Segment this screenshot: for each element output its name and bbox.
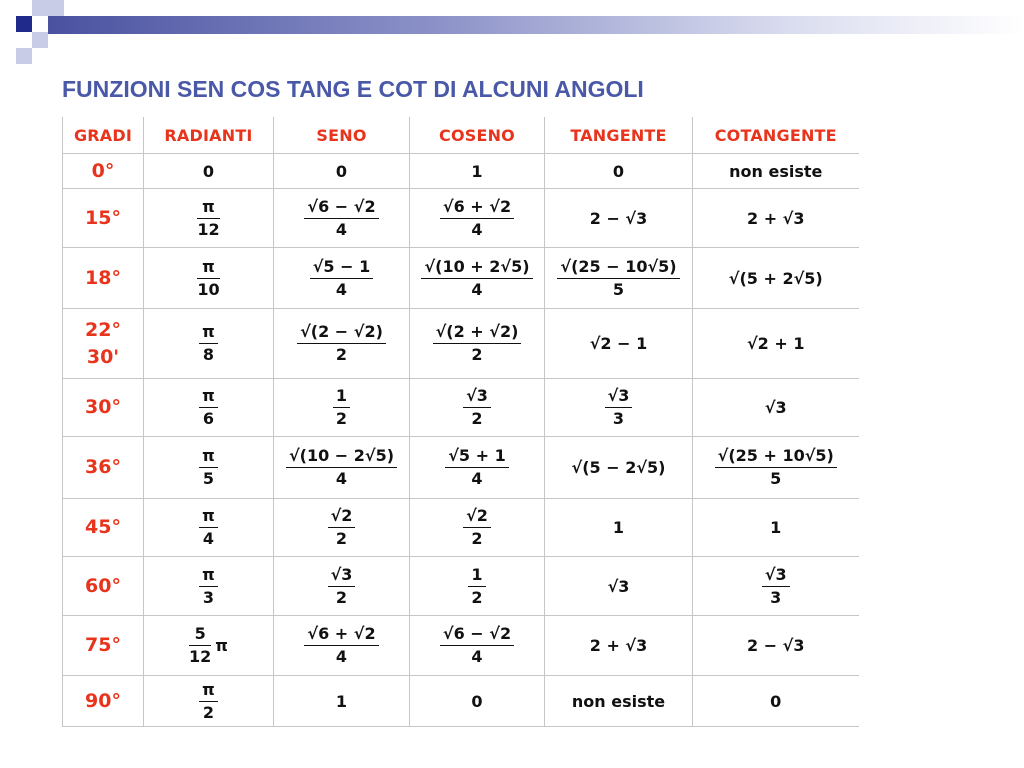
fraction-numerator: π (202, 446, 215, 465)
fraction-denominator: 12 (197, 219, 220, 239)
table-row (63, 154, 859, 189)
fraction-denominator: 2 (335, 345, 348, 364)
fraction (310, 257, 373, 300)
cell-value: √2 − 1 (589, 334, 648, 353)
header-cell: SENO (274, 117, 410, 154)
cot-cell (693, 437, 859, 499)
cos-cell (410, 437, 545, 499)
fraction-bar (715, 467, 837, 468)
tan-cell (545, 499, 693, 557)
rad-cell (144, 309, 274, 379)
fraction (286, 446, 397, 489)
fraction-numerator: π (202, 506, 215, 525)
tan-cell (545, 676, 693, 727)
fraction-numerator: π (202, 386, 215, 405)
cos-cell (410, 676, 545, 727)
fraction (199, 565, 218, 608)
sin-cell (274, 154, 410, 189)
fraction-bar (297, 343, 386, 344)
fraction (433, 322, 522, 365)
fraction-numerator: √(10 + 2√5) (424, 256, 530, 276)
fraction-bar (189, 645, 211, 646)
cos-cell (410, 309, 545, 379)
pi-suffix: π (215, 636, 228, 655)
fraction-bar (440, 645, 514, 646)
fraction-numerator: √3 (607, 386, 630, 405)
decor-gradient-bar (48, 16, 1024, 34)
rad-cell (144, 676, 274, 727)
fraction-denominator: 4 (471, 647, 483, 666)
tan-cell (545, 379, 693, 437)
fraction-bar (197, 278, 219, 279)
fraction-denominator: 2 (202, 702, 215, 722)
cell-value: non esiste (729, 161, 823, 181)
fraction (328, 506, 356, 549)
fraction-bar (286, 467, 397, 468)
fraction-numerator: √6 − √2 (307, 196, 376, 216)
fraction-bar (199, 586, 218, 587)
sin-cell (274, 557, 410, 616)
cell-value: 1 (612, 518, 625, 537)
rad-cell (144, 557, 274, 616)
sin-cell (274, 379, 410, 437)
fraction-bar (433, 343, 522, 344)
degree-cell: 0° (63, 154, 144, 189)
fraction-denominator: 6 (202, 409, 215, 428)
cot-cell (693, 557, 859, 616)
fraction-bar (199, 701, 218, 702)
cell-value: √3 (607, 576, 630, 596)
header-cell: RADIANTI (144, 117, 274, 154)
fraction (445, 446, 508, 489)
fraction-numerator: √3 (764, 564, 787, 584)
fraction-numerator: π (202, 322, 215, 341)
cell-value: 0 (612, 161, 625, 181)
cos-cell (410, 616, 545, 676)
fraction-numerator: π (202, 679, 215, 699)
fraction-bar (199, 467, 218, 468)
fraction-denominator: 4 (335, 219, 348, 239)
degree-cell: 36° (63, 437, 144, 499)
fraction (715, 446, 837, 489)
fraction-numerator: √(25 − 10√5) (560, 256, 677, 276)
rad-cell (144, 616, 274, 676)
tan-cell (545, 437, 693, 499)
fraction (333, 386, 350, 429)
header-row (63, 117, 859, 154)
fraction-bar (197, 218, 219, 219)
sin-cell (274, 616, 410, 676)
cot-cell (693, 676, 859, 727)
decor-square (48, 0, 64, 16)
fraction-numerator: √(25 + 10√5) (717, 446, 834, 465)
fraction-denominator: 4 (335, 647, 348, 666)
fraction-denominator: 3 (770, 587, 782, 607)
decor-square (16, 48, 32, 64)
tan-cell (545, 616, 693, 676)
table-row (63, 379, 859, 437)
fraction-bar (421, 278, 532, 279)
fraction-denominator: 12 (189, 647, 212, 666)
table-row (63, 437, 859, 499)
fraction (328, 565, 356, 608)
decor-square (32, 0, 48, 16)
fraction (463, 386, 491, 429)
cell-value: 1 (335, 691, 348, 711)
table-row (63, 189, 859, 248)
cell-value: 1 (770, 518, 782, 537)
cos-cell (410, 189, 545, 248)
fraction (189, 624, 211, 667)
cot-cell (693, 616, 859, 676)
fraction-denominator: 5 (202, 469, 215, 488)
cot-cell (693, 248, 859, 309)
cell-value: 2 − √3 (747, 636, 805, 655)
fraction-denominator: 2 (471, 529, 483, 548)
rad-cell (144, 499, 274, 557)
fraction-denominator: 5 (612, 279, 625, 299)
fraction (304, 624, 378, 667)
fraction-bar (445, 467, 508, 468)
page-title: FUNZIONI SEN COS TANG E COT DI ALCUNI ANGOLI (62, 76, 644, 102)
cell-value: 0 (202, 161, 215, 181)
decor-square (16, 16, 32, 32)
fraction-bar (199, 527, 218, 528)
table-row (63, 557, 859, 616)
fraction-denominator: 2 (335, 409, 348, 428)
header-cell: GRADI (63, 117, 144, 154)
sin-cell (274, 499, 410, 557)
fraction (199, 386, 218, 429)
degree-cell: 18° (63, 248, 144, 309)
fraction-bar (605, 407, 633, 408)
fraction-numerator: √(2 − √2) (300, 322, 383, 341)
rad-cell (144, 189, 274, 248)
cell-value: 0 (770, 691, 782, 711)
fraction-numerator: √2 (330, 506, 353, 525)
fraction-denominator: 2 (471, 409, 483, 428)
cell-value: 0 (471, 691, 483, 711)
tan-cell (545, 309, 693, 379)
fraction-numerator: √6 + √2 (307, 624, 376, 643)
fraction (463, 506, 491, 549)
decor-square (32, 32, 48, 48)
fraction-bar (328, 586, 356, 587)
fraction (197, 197, 219, 240)
table-row (63, 499, 859, 557)
fraction-bar (333, 407, 350, 408)
cot-cell (693, 154, 859, 189)
cell-value: √3 (764, 398, 787, 417)
fraction-numerator: √(2 + √2) (435, 322, 519, 341)
fraction-denominator: 10 (197, 279, 220, 299)
cot-cell (693, 379, 859, 437)
fraction (440, 624, 514, 667)
fraction-numerator: √5 − 1 (312, 256, 371, 276)
table-row (63, 248, 859, 309)
fraction-numerator: √3 (330, 564, 353, 584)
fraction-bar (328, 527, 356, 528)
fraction-numerator: 5 (194, 624, 206, 643)
header-cell: TANGENTE (545, 117, 693, 154)
fraction-bar (304, 218, 378, 219)
fraction-bar (199, 407, 218, 408)
cos-cell (410, 154, 545, 189)
fraction-bar (440, 218, 514, 219)
rad-cell (144, 248, 274, 309)
fraction (304, 197, 378, 240)
degree-cell: 30° (63, 379, 144, 437)
fraction-numerator: 1 (471, 564, 483, 584)
cos-cell (410, 379, 545, 437)
fraction-numerator: √2 (466, 506, 488, 525)
cell-value: 2 − √3 (589, 208, 648, 228)
cell-value: 2 + √3 (747, 208, 805, 228)
table-row (63, 676, 859, 727)
fraction-bar (310, 278, 373, 279)
trig-values-table (62, 117, 859, 727)
fraction-numerator: √6 + √2 (442, 196, 512, 216)
cos-cell (410, 248, 545, 309)
cot-cell (693, 189, 859, 248)
fraction-numerator: √(10 − 2√5) (288, 446, 395, 465)
cell-value: 2 + √3 (589, 636, 648, 655)
fraction (557, 257, 679, 300)
rad-cell (144, 379, 274, 437)
fraction-numerator: √6 − √2 (442, 624, 512, 643)
cell-value: √(5 − 2√5) (571, 458, 666, 477)
cot-cell (693, 499, 859, 557)
fraction (440, 197, 514, 240)
header-cell: COTANGENTE (693, 117, 859, 154)
cot-cell (693, 309, 859, 379)
fraction-denominator: 8 (202, 345, 215, 364)
fraction (197, 257, 219, 300)
fraction-denominator: 2 (335, 587, 348, 607)
sin-cell (274, 437, 410, 499)
degree-cell: 45° (63, 499, 144, 557)
fraction-denominator: 2 (471, 345, 483, 364)
fraction-denominator: 2 (335, 529, 348, 548)
fraction-denominator: 4 (471, 279, 483, 299)
degree-cell: 22° 30' (63, 309, 144, 379)
degree-cell: 75° (63, 616, 144, 676)
fraction-numerator: π (202, 564, 215, 584)
fraction-denominator: 5 (770, 469, 782, 488)
table-row (63, 616, 859, 676)
tan-cell (545, 248, 693, 309)
cos-cell (410, 557, 545, 616)
fraction-denominator: 4 (471, 469, 483, 488)
sin-cell (274, 309, 410, 379)
fraction-bar (463, 407, 491, 408)
cell-value: √2 + 1 (747, 334, 805, 353)
tan-cell (545, 557, 693, 616)
cell-value: √(5 + 2√5) (728, 268, 823, 288)
cell-value: non esiste (571, 691, 666, 711)
cos-cell (410, 499, 545, 557)
fraction-denominator: 3 (612, 409, 625, 428)
rad-cell (144, 154, 274, 189)
fraction-denominator: 2 (471, 587, 483, 607)
fraction-numerator: π (202, 256, 215, 276)
fraction (762, 565, 790, 608)
fraction-denominator: 4 (471, 219, 483, 239)
tan-cell (545, 154, 693, 189)
fraction-numerator: 1 (335, 386, 348, 405)
fraction-denominator: 4 (202, 529, 215, 548)
fraction (605, 386, 633, 429)
fraction-bar (762, 586, 790, 587)
fraction (199, 322, 218, 365)
fraction (468, 565, 485, 608)
fraction-bar (304, 645, 378, 646)
cell-value: 0 (335, 161, 348, 181)
degree-cell: 90° (63, 676, 144, 727)
header-cell: COSENO (410, 117, 545, 154)
rad-cell (144, 437, 274, 499)
fraction (199, 506, 218, 549)
fraction (421, 257, 532, 300)
sin-cell (274, 248, 410, 309)
fraction-denominator: 4 (335, 469, 348, 488)
fraction-bar (557, 278, 679, 279)
tan-cell (545, 189, 693, 248)
sin-cell (274, 189, 410, 248)
fraction-denominator: 4 (335, 279, 348, 299)
degree-cell: 15° (63, 189, 144, 248)
fraction-bar (468, 586, 485, 587)
fraction-bar (463, 527, 491, 528)
fraction-denominator: 3 (202, 587, 215, 607)
fraction (199, 446, 218, 489)
cell-value: 1 (471, 161, 483, 181)
table-row (63, 309, 859, 379)
fraction-numerator: √5 + 1 (448, 446, 506, 465)
sin-cell (274, 676, 410, 727)
fraction (199, 680, 218, 723)
fraction-numerator: √3 (466, 386, 488, 405)
degree-cell: 60° (63, 557, 144, 616)
fraction (297, 322, 386, 365)
fraction-numerator: π (202, 196, 215, 216)
fraction-bar (199, 343, 218, 344)
